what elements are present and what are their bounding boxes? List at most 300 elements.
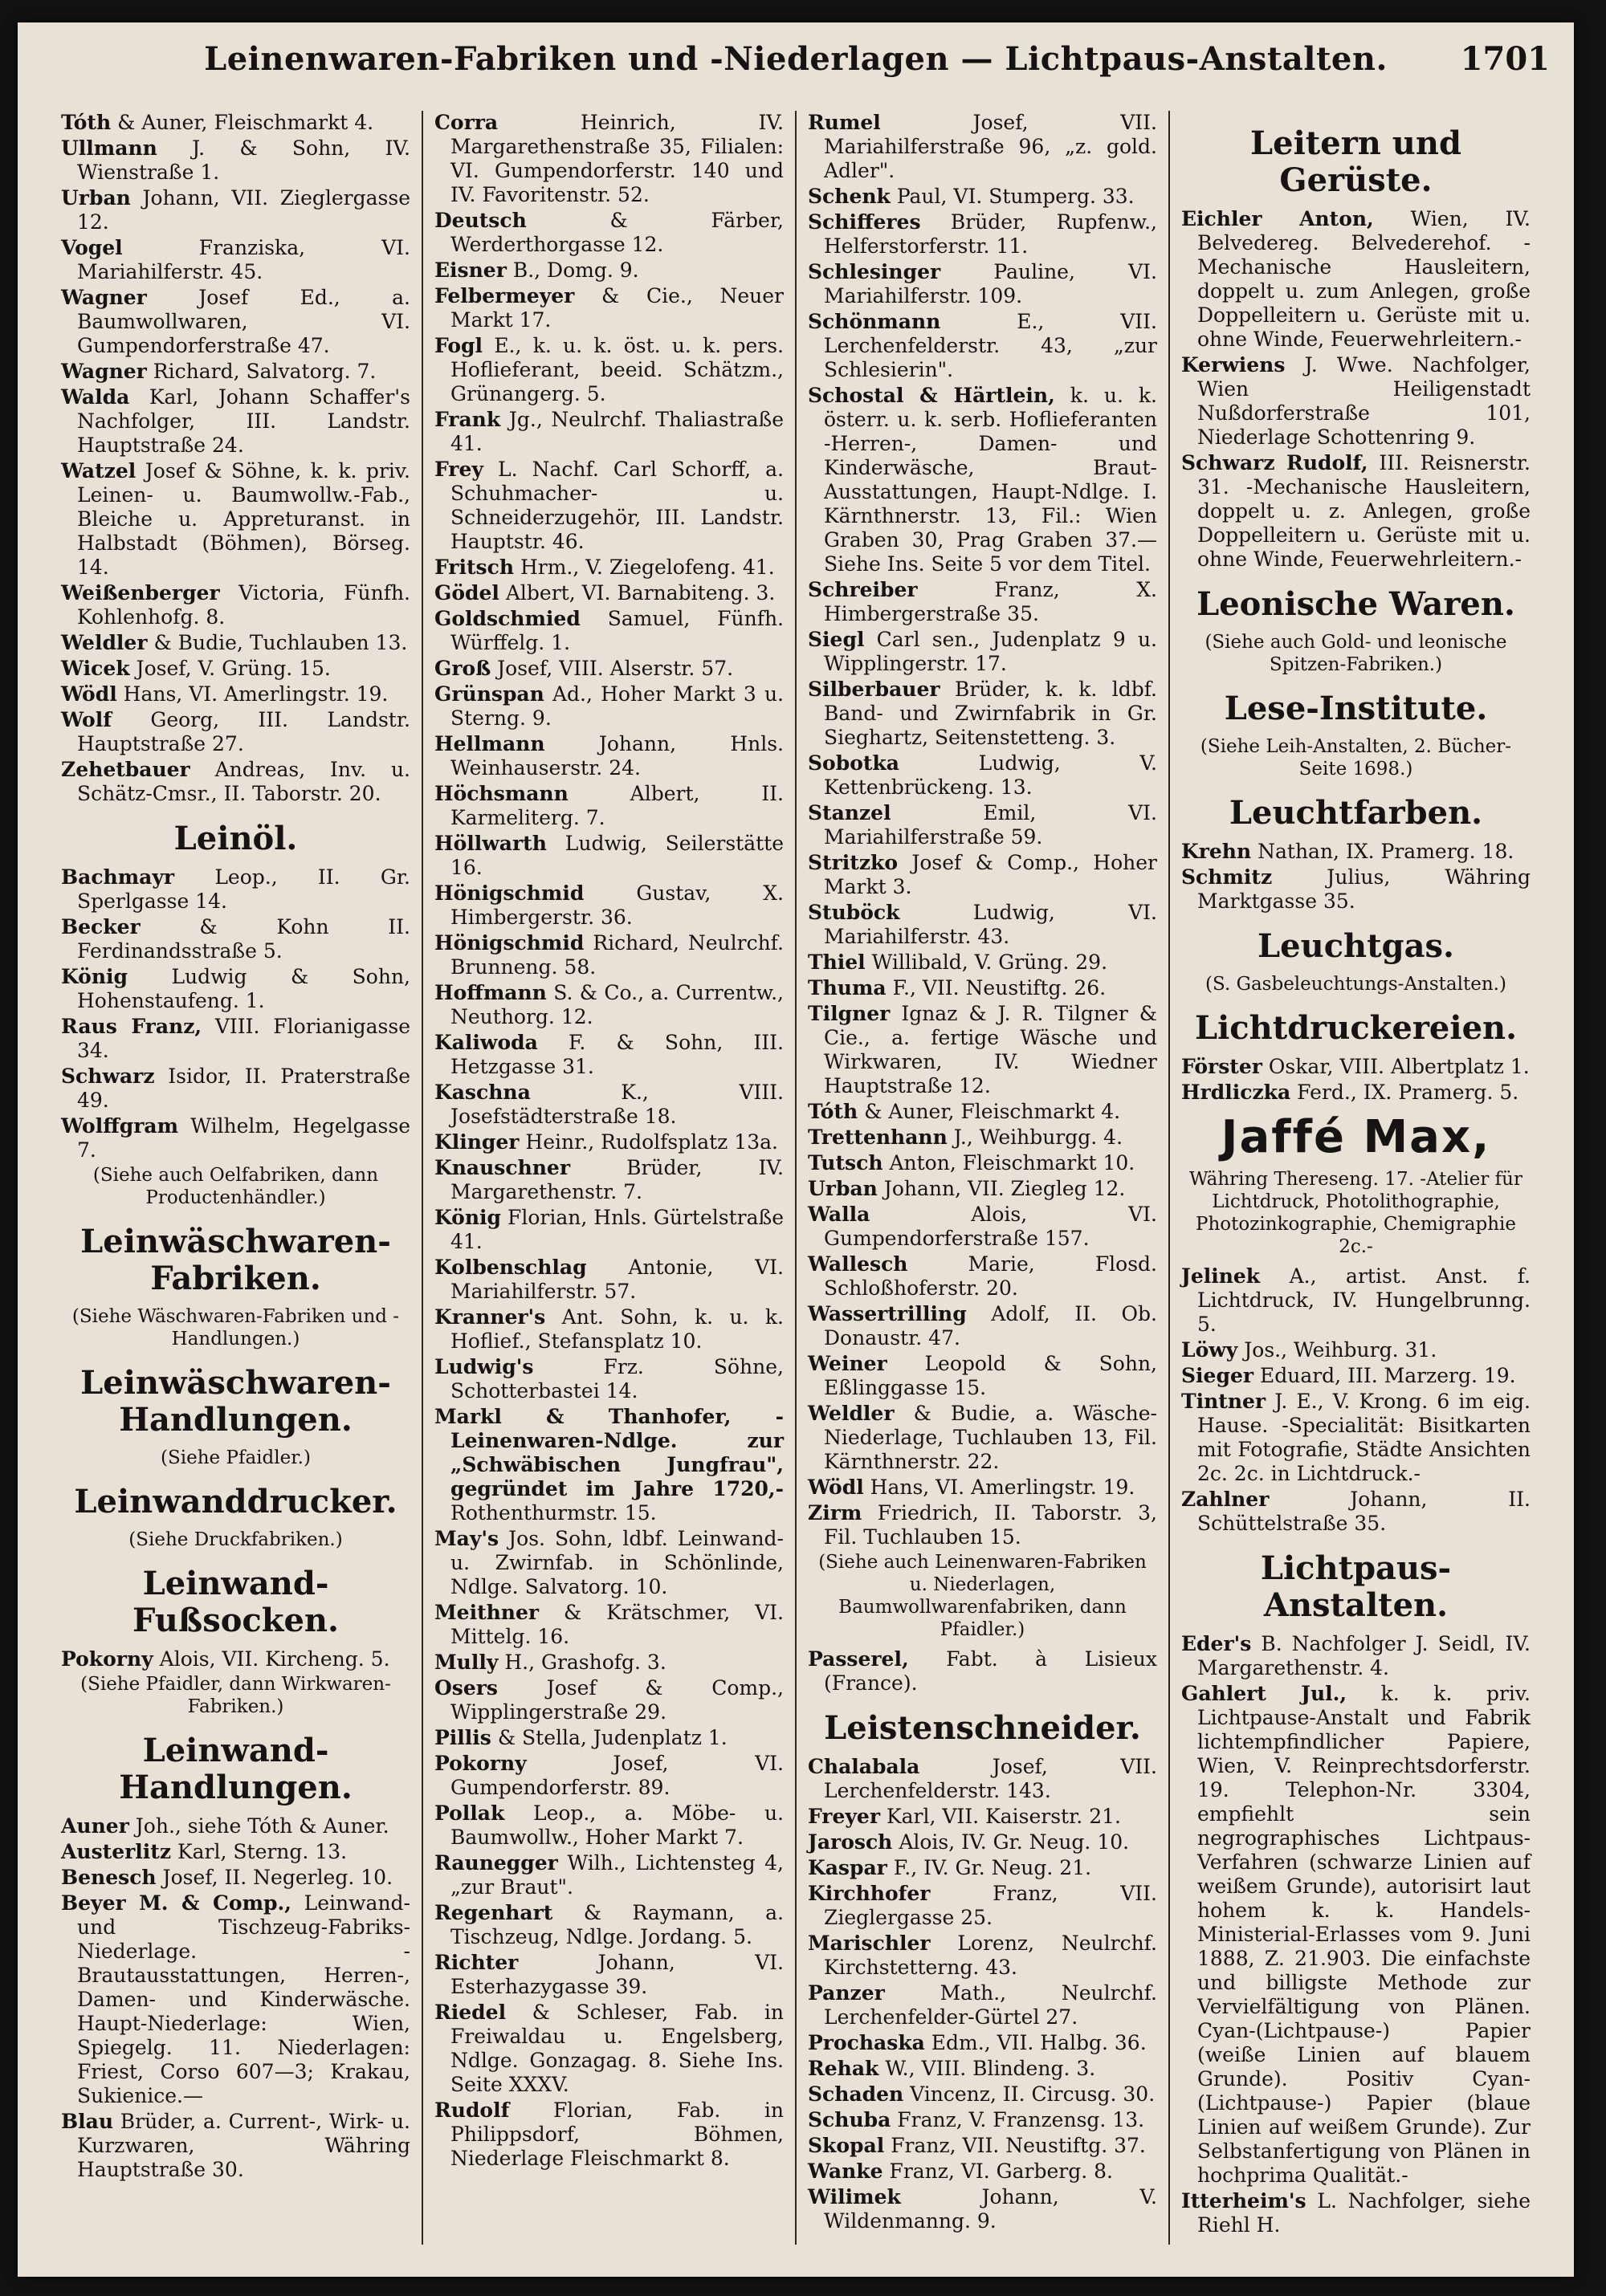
entry-name: Schostal & Härtlein, <box>808 384 1055 407</box>
column-3 <box>797 111 1170 2245</box>
directory-entry <box>434 657 784 681</box>
advert-name: Jaffé Max, <box>1221 1111 1491 1163</box>
directory-entry <box>61 708 410 756</box>
directory-entry <box>808 678 1157 750</box>
entry-name: Regenhart <box>434 1901 553 1924</box>
directory-entry <box>434 1081 784 1129</box>
cross-reference-note: (Siehe Leih-Anstalten, 2. Bücher- Seite 1698.) <box>1200 736 1512 780</box>
entry-details: & Budie, Tuchlauben 13. <box>153 631 408 654</box>
entry-name: Ludwig's <box>434 1355 534 1378</box>
entry-name: Wolffgram <box>61 1114 179 1138</box>
entry-name: Richter <box>434 1951 519 1974</box>
directory-entry <box>808 111 1157 183</box>
entry-name: Eder's <box>1181 1632 1252 1655</box>
entry-details: Heinrich, IV. Margarethenstraße 35, Filialen: VI. Gumpendorferstr. 140 und IV. Favoritenstr. 52. <box>450 111 784 206</box>
entry-name: Walla <box>808 1203 870 1226</box>
directory-entry <box>808 1002 1157 1098</box>
entry-details: Wien, IV. Belvedereg. Belvederehof. -Mechanische Hausleitern, doppelt u. zum Anlegen, große Doppelleitern u. Gerüste mit u. ohne Winde, Feuerwehrleitern.- <box>1197 207 1531 351</box>
directory-page <box>18 22 1574 2277</box>
entry-details: Victoria, Fünfh. Kohlenhofg. 8. <box>77 581 410 629</box>
directory-entry <box>1181 1488 1531 1536</box>
entry-details: Richard, Neulrchf. Brunneng. 58. <box>450 931 784 979</box>
entry-details: L. Nachfolger, siehe Riehl H. <box>1197 2189 1531 2237</box>
entry-details: Julius, Währing Marktgasse 35. <box>1197 865 1531 913</box>
section-heading: Leinwäschwaren-Fabriken. <box>80 1223 391 1297</box>
entry-details: Lorenz, Neulrchf. Kirchstetterng. 43. <box>824 1932 1157 1979</box>
entry-details: B. Nachfolger J. Seidl, IV. Margarethenstr. 4. <box>1197 1632 1531 1679</box>
entry-name: Fritsch <box>434 556 514 579</box>
entry-name: Schaden <box>808 2082 904 2106</box>
cross-reference-note: (Siehe Pfaidler, dann Wirkwaren-Fabriken.) <box>80 1674 391 1717</box>
entry-details: Josef & Comp., Wipplingerstraße 29. <box>450 1676 784 1724</box>
entry-details: J. E., V. Krong. 6 im eig. Hause. -Specialität: Bisitkarten mit Fotografie, Städte Ansichten 2c. 2c. in Lichtdruck.- <box>1197 1390 1531 1485</box>
entry-details: Brüder, k. k. ldbf. Band- und Zwirnfabrik in Gr. Sieghartz, Seitenstetteng. 3. <box>824 678 1158 749</box>
entry-details: A., artist. Anst. f. Lichtdruck, IV. Hungelbrunng. 5. <box>1197 1264 1531 1336</box>
entry-details: Ignaz & J. R. Tilgner & Cie., a. fertige Wäsche und Wirkwaren, IV. Wiedner Hauptstraße 12. <box>824 1002 1157 1097</box>
entry-details: Wilhelm, Hegelgasse 7. <box>77 1114 410 1162</box>
directory-entry <box>1181 1264 1531 1337</box>
directory-entry <box>808 901 1157 949</box>
directory-entry <box>434 881 784 930</box>
section-heading: Leinwand-Handlungen. <box>119 1732 353 1806</box>
entry-details: E., k. u. k. öst. u. k. pers. Hoflieferant, beeid. Schätzm., Grünangerg. 5. <box>450 334 784 405</box>
directory-entry <box>808 1352 1157 1400</box>
directory-entry <box>434 1676 784 1724</box>
directory-entry <box>61 1114 410 1162</box>
entry-name: Kerwiens <box>1181 353 1286 377</box>
column-2 <box>423 111 797 2245</box>
entry-name: Pollak <box>434 1801 505 1825</box>
entry-name: Wanke <box>808 2160 883 2183</box>
directory-entry <box>434 1405 784 1525</box>
entry-details: Georg, III. Landstr. Hauptstraße 27. <box>77 708 410 755</box>
entry-name: Gödel <box>434 581 499 605</box>
entry-details: Karl, VII. Kaiserstr. 21. <box>886 1805 1121 1828</box>
entry-name: Itterheim's <box>1181 2189 1306 2213</box>
entry-details: Johann, VI. Esterhazygasse 39. <box>450 1951 784 1998</box>
directory-entry <box>434 1851 784 1899</box>
entry-name: Markl & Thanhofer, -Leinenwaren-Ndlge. zur „Schwäbischen Jungfrau", gegründet im Jahre 1720,- <box>434 1405 784 1500</box>
entry-name: Riedel <box>434 2001 507 2024</box>
entry-details: W., VIII. Blindeng. 3. <box>885 2057 1096 2080</box>
entry-details: k. u. k. österr. u. k. serb. Hoflieferanten -Herren-, Damen- und Kinderwäsche, Braut-Ausstattungen, Haupt-Ndlge. I. Kärnthnerstr. 13, Fil.: Wien Graben 30, Prag Graben 37.— Siehe Ins. Seite 5 vor dem Titel. <box>824 384 1157 576</box>
entry-name: Kaschna <box>434 1081 531 1104</box>
entry-name: Zahlner <box>1181 1488 1270 1511</box>
columns <box>50 111 1542 2245</box>
entry-name: Wolf <box>61 708 112 731</box>
entry-name: König <box>61 965 128 988</box>
directory-entry <box>434 1752 784 1800</box>
entry-name: Bachmayr <box>61 865 175 889</box>
directory-entry <box>61 915 410 963</box>
directory-entry <box>434 2099 784 2171</box>
entry-details: Ludwig, VI. Mariahilferstr. 43. <box>824 901 1157 948</box>
entry-name: Wicek <box>61 657 130 680</box>
directory-entry <box>434 1901 784 1949</box>
entry-name: Walda <box>61 385 130 409</box>
entry-details: VIII. Florianigasse 34. <box>77 1015 410 1062</box>
entry-details: Leinwand- und Tischzeug-Fabriks-Niederlage. -Brautausstattungen, Herren-, Damen- und Kinderwäsche. Haupt-Niederlage: Wien, Spiegelg. 11. Niederlagen: Friest, Corso 607—3; Krakau, Sukienice.— <box>77 1891 410 2107</box>
entry-details: Karl, Sterng. 13. <box>177 1840 348 1863</box>
directory-entry <box>61 1814 410 1838</box>
directory-entry <box>434 832 784 880</box>
directory-entry <box>808 1932 1157 1980</box>
section-heading: Leonische Waren. <box>1196 585 1515 623</box>
entry-name: Schmitz <box>1181 865 1273 889</box>
entry-details: Florian, Hnls. Gürtelstraße 41. <box>450 1206 784 1253</box>
entry-name: Gahlert Jul., <box>1181 1682 1347 1705</box>
cross-reference-note: (S. Gasbeleuchtungs-Anstalten.) <box>1205 974 1506 995</box>
entry-details: Franz, V. Franzensg. 13. <box>897 2108 1145 2131</box>
entry-details: Ferd., IX. Pramerg. 5. <box>1297 1081 1519 1104</box>
directory-entry <box>808 2185 1157 2233</box>
entry-name: Auner <box>61 1814 129 1838</box>
directory-entry <box>1181 1390 1531 1486</box>
entry-name: Rudolf <box>434 2099 510 2122</box>
directory-entry <box>61 111 410 135</box>
entry-details: Leop., a. Möbe- u. Baumwollw., Hoher Markt 7. <box>450 1801 784 1849</box>
entry-details: Ludwig, Seilerstätte 16. <box>450 832 784 879</box>
directory-entry <box>434 581 784 605</box>
directory-entry <box>434 782 784 830</box>
cross-reference-note: (Siehe auch Leinenwaren-Fabriken u. Niederlagen, Baumwollwarenfabriken, dann Pfaidler.) <box>818 1552 1147 1640</box>
entry-name: Panzer <box>808 1981 885 2005</box>
cross-reference-note: Währing Thereseng. 17. -Atelier für Lichtdruck, Photolithographie, Photozinkographie, Chemigraphie 2c.- <box>1189 1169 1522 1257</box>
entry-name: Beyer M. & Comp., <box>61 1891 291 1915</box>
entry-name: Watzel <box>61 459 137 482</box>
entry-name: Skopal <box>808 2134 885 2157</box>
directory-entry <box>808 260 1157 308</box>
entry-details: Willibald, V. Grüng. 29. <box>871 951 1108 974</box>
entry-details: Franz, VI. Garberg. 8. <box>889 2160 1113 2183</box>
entry-name: Stanzel <box>808 801 891 824</box>
directory-entry <box>434 732 784 780</box>
entry-details: Wilh., Lichtensteg 4, „zur Braut". <box>450 1851 784 1899</box>
entry-details: Josef, II. Negerleg. 10. <box>162 1866 393 1889</box>
entry-name: Thiel <box>808 951 866 974</box>
entry-details: & Raymann, a. Tischzeug, Ndlge. Jordang. 5. <box>450 1901 784 1948</box>
directory-entry <box>434 1527 784 1599</box>
entry-details: Leop., II. Gr. Sperlgasse 14. <box>77 865 410 913</box>
entry-details: H., Grashofg. 3. <box>504 1651 666 1674</box>
entry-name: Jarosch <box>808 1830 893 1854</box>
entry-name: Hrdliczka <box>1181 1081 1291 1104</box>
entry-details: Alois, VI. Gumpendorferstraße 157. <box>824 1203 1158 1250</box>
directory-entry <box>1181 1055 1531 1079</box>
directory-entry <box>1181 353 1531 450</box>
directory-entry <box>808 976 1157 1000</box>
directory-entry <box>808 1402 1157 1474</box>
directory-entry <box>434 1305 784 1354</box>
entry-details: Josef, VII. Lerchenfelderstr. 143. <box>824 1755 1157 1802</box>
entry-name: Zirm <box>808 1501 862 1525</box>
entry-details: & Krätschmer, VI. Mittelg. 16. <box>450 1601 785 1648</box>
directory-entry <box>808 1856 1157 1880</box>
entry-name: Osers <box>434 1676 499 1700</box>
directory-entry <box>808 210 1157 259</box>
entry-name: Passerel, <box>808 1647 909 1671</box>
entry-name: Tutsch <box>808 1151 883 1174</box>
entry-details: Vincenz, II. Circusg. 30. <box>910 2082 1156 2106</box>
entry-name: Grünspan <box>434 682 544 706</box>
entry-details: Hrm., V. Ziegelofeng. 41. <box>520 556 775 579</box>
entry-details: Alois, VII. Kircheng. 5. <box>159 1647 390 1671</box>
directory-entry <box>808 1647 1157 1696</box>
directory-entry <box>434 1031 784 1079</box>
directory-entry <box>1181 865 1531 914</box>
entry-details: Isidor, II. Praterstraße 49. <box>77 1065 410 1112</box>
entry-name: Wödl <box>808 1476 864 1499</box>
directory-entry <box>808 1126 1157 1150</box>
entry-details: Fabt. à Lisieux (France). <box>824 1647 1157 1695</box>
directory-entry <box>434 1206 784 1254</box>
directory-entry <box>61 186 410 234</box>
directory-entry <box>61 965 410 1013</box>
entry-name: Pillis <box>434 1726 491 1749</box>
entry-name: Frey <box>434 458 483 481</box>
entry-details: K., VIII. Josefstädterstraße 18. <box>450 1081 784 1128</box>
entry-details: Johann, VII. Ziegleg 12. <box>883 1177 1126 1200</box>
directory-entry <box>61 865 410 914</box>
entry-details: Samuel, Fünfh. Würffelg. 1. <box>450 607 785 654</box>
section-heading: Leuchtfarben. <box>1229 794 1483 832</box>
directory-entry <box>434 1951 784 1999</box>
entry-details: & Cie., Neuer Markt 17. <box>450 284 784 332</box>
entry-name: Kirchhofer <box>808 1882 931 1905</box>
directory-entry <box>434 209 784 257</box>
entry-name: Chalabala <box>808 1755 920 1778</box>
directory-entry <box>808 1501 1157 1549</box>
entry-name: Kaliwoda <box>434 1031 538 1054</box>
entry-details: Ad., Hoher Markt 3 u. Sterng. 9. <box>450 682 784 730</box>
entry-details: F., IV. Gr. Neug. 21. <box>893 1856 1092 1879</box>
entry-name: Urban <box>61 186 131 210</box>
directory-entry <box>1181 1632 1531 1680</box>
entry-name: Urban <box>808 1177 878 1200</box>
directory-entry <box>808 2082 1157 2107</box>
running-head <box>18 40 1574 96</box>
directory-entry <box>808 1177 1157 1201</box>
directory-entry <box>434 931 784 979</box>
entry-details: Josef & Söhne, k. k. priv. Leinen- u. Baumwollw.-Fab., Bleiche u. Appreturanst. in Halbstadt (Böhmen), Börseg. 14. <box>77 459 410 579</box>
entry-details: k. k. priv. Lichtpause-Anstalt und Fabrik lichtempfindlicher Papiere, Wien, V. Reinprechtsdorferstr. 19. Telephon-Nr. 3304, empfiehlt sein negrographisches Lichtpaus-Verfahren (schwarze Linien auf weißem Grunde), autorisirt laut hohem k. k. Handels-Ministerial-Erlasses vom 9. Juni 1888, Z. 21.903. Die einfachste und billigste Methode zur Vervielfältigung von Plänen. Cyan-(Lichtpause-) Papier (weiße Linien auf blauem Grunde). Positiv Cyan-(Lichtpause-) Papier (blaue Linien auf weißem Grunde). Zur Selbstanfertigung von Plänen in hochprima Qualität.- <box>1197 1682 1531 2187</box>
directory-entry <box>808 2031 1157 2055</box>
entry-details: & Auner, Fleischmarkt 4. <box>864 1100 1121 1123</box>
directory-entry <box>434 981 784 1029</box>
directory-entry <box>808 2160 1157 2184</box>
entry-name: Wagner <box>61 360 147 383</box>
directory-entry <box>808 1203 1157 1251</box>
entry-details: Math., Neulrchf. Lerchenfelder-Gürtel 27. <box>824 1981 1158 2029</box>
directory-entry <box>434 334 784 406</box>
entry-name: Vogel <box>61 236 123 259</box>
entry-details: B., Domg. 9. <box>512 259 639 282</box>
directory-entry <box>61 1065 410 1113</box>
entry-name: Schlesinger <box>808 260 941 283</box>
entry-details: Frz. Söhne, Schotterbastei 14. <box>450 1355 784 1402</box>
directory-entry <box>61 1840 410 1864</box>
directory-entry <box>61 1647 410 1671</box>
entry-details: & Färber, Werderthorgasse 12. <box>450 209 784 256</box>
entry-details: Hans, VI. Amerlingstr. 19. <box>123 682 389 706</box>
entry-details: F., VII. Neustiftg. 26. <box>892 976 1107 999</box>
entry-name: Sobotka <box>808 751 899 775</box>
entry-details: J. Wwe. Nachfolger, Wien Heiligenstadt Nußdorferstraße 101, Niederlage Schottenring 9. <box>1197 353 1531 449</box>
entry-name: Trettenhann <box>808 1126 948 1149</box>
entry-name: Silberbauer <box>808 678 940 701</box>
page-title: Leinenwaren-Fabriken und -Niederlagen — Lichtpaus-Anstalten. <box>204 40 1388 78</box>
cross-reference-note: (Siehe auch Oelfabriken, dann Productenhändler.) <box>92 1165 379 1208</box>
entry-details: S. & Co., a. Currentw., Neuthorg. 12. <box>450 981 784 1028</box>
directory-entry <box>61 682 410 706</box>
entry-details: Franz, X. Himbergerstraße 35. <box>824 578 1157 625</box>
entry-details: Joh., siehe Tóth & Auner. <box>135 1814 389 1838</box>
directory-entry <box>808 1151 1157 1175</box>
directory-entry <box>1181 207 1531 352</box>
entry-details: Ludwig & Sohn, Hohenstaufeng. 1. <box>77 965 410 1012</box>
entry-details: F. & Sohn, III. Hetzgasse 31. <box>450 1031 784 1078</box>
directory-entry <box>434 1355 784 1403</box>
entry-name: Förster <box>1181 1055 1262 1078</box>
entry-name: Wagner <box>61 286 147 309</box>
entry-name: Klinger <box>434 1130 520 1154</box>
entry-details: Richard, Salvatorg. 7. <box>153 360 377 383</box>
entry-details: Albert, II. Karmeliterg. 7. <box>450 782 785 829</box>
entry-details: Albert, VI. Barnabiteng. 3. <box>505 581 776 605</box>
entry-name: Weldler <box>808 1402 895 1425</box>
entry-details: E., VII. Lerchenfelderstr. 43, „zur Schlesierin". <box>824 310 1158 381</box>
section-heading: Leinwäschwaren-Handlungen. <box>80 1364 391 1439</box>
directory-entry <box>61 1015 410 1063</box>
entry-name: Wassertrilling <box>808 1302 967 1325</box>
directory-entry <box>434 1601 784 1649</box>
entry-details: Heinr., Rudolfsplatz 13a. <box>525 1130 778 1154</box>
entry-name: Zehetbauer <box>61 758 190 781</box>
directory-entry <box>434 1801 784 1850</box>
entry-details: & Stella, Judenplatz 1. <box>497 1726 728 1749</box>
entry-details: Johann, VII. Zieglergasse 12. <box>77 186 410 234</box>
entry-name: Weldler <box>61 631 148 654</box>
entry-name: Weiner <box>808 1352 887 1375</box>
entry-details: L. Nachf. Carl Schorff, a. Schuhmacher- u. Schneiderzugehör, III. Landstr. Hauptstr. 46. <box>450 458 784 553</box>
entry-name: Schönmann <box>808 310 941 333</box>
entry-name: Kaspar <box>808 1856 887 1879</box>
entry-details: Carl sen., Judenplatz 9 u. Wipplingerstr. 17. <box>824 628 1157 675</box>
entry-details: Brüder, Rupfenw., Helferstorferstr. 11. <box>824 210 1157 258</box>
section-heading: Lese-Institute. <box>1224 690 1488 727</box>
entry-name: Blau <box>61 2110 114 2133</box>
directory-entry <box>434 607 784 655</box>
entry-details: Emil, VI. Mariahilferstraße 59. <box>824 801 1157 849</box>
entry-name: Wilimek <box>808 2185 901 2208</box>
entry-details: Antonie, VI. Mariahilferstr. 57. <box>450 1256 785 1303</box>
entry-name: Krehn <box>1181 840 1252 863</box>
cross-reference-note: (Siehe Pfaidler.) <box>161 1447 311 1468</box>
column-4 <box>1170 111 1542 2245</box>
entry-name: Höllwarth <box>434 832 547 855</box>
section-heading: Leinwand-Fußsocken. <box>132 1565 339 1639</box>
entry-details: Hans, VI. Amerlingstr. 19. <box>870 1476 1135 1499</box>
cross-reference-note: (Siehe auch Gold- und leonische Spitzen-Fabriken.) <box>1204 632 1507 675</box>
entry-details: Eduard, III. Marzerg. 19. <box>1259 1364 1516 1387</box>
directory-entry <box>434 556 784 580</box>
entry-name: Felbermeyer <box>434 284 575 307</box>
directory-entry <box>808 2134 1157 2158</box>
directory-entry <box>61 459 410 580</box>
entry-details: Marie, Flosd. Schloßhoferstr. 20. <box>824 1252 1157 1300</box>
entry-name: Jelinek <box>1181 1264 1261 1288</box>
directory-entry <box>61 581 410 629</box>
directory-entry <box>808 1302 1157 1350</box>
entry-name: Thuma <box>808 976 887 999</box>
entry-details: Alois, IV. Gr. Neug. 10. <box>899 1830 1130 1854</box>
directory-entry <box>808 384 1157 576</box>
entry-name: Benesch <box>61 1866 157 1889</box>
entry-name: Hönigschmid <box>434 881 585 905</box>
entry-details: J., Weihburgg. 4. <box>953 1126 1123 1149</box>
entry-details: Josef, VII. Mariahilferstraße 96, „z. gold. Adler". <box>824 111 1157 182</box>
entry-name: Wödl <box>61 682 117 706</box>
directory-entry <box>61 657 410 681</box>
entry-name: Tóth <box>808 1100 858 1123</box>
entry-name: Schwarz Rudolf, <box>1181 451 1368 474</box>
directory-entry <box>808 1830 1157 1854</box>
entry-name: Prochaska <box>808 2031 925 2054</box>
directory-entry <box>434 458 784 554</box>
directory-entry <box>434 1726 784 1750</box>
directory-entry <box>61 286 410 358</box>
entry-name: Austerlitz <box>61 1840 172 1863</box>
entry-details: Josef & Comp., Hoher Markt 3. <box>824 851 1157 898</box>
directory-entry <box>808 1981 1157 2029</box>
section-heading: Lichtpaus-Anstalten. <box>1260 1549 1452 1624</box>
directory-entry <box>434 1130 784 1154</box>
entry-name: Schifferes <box>808 210 921 234</box>
entry-name: Marischler <box>808 1932 931 1955</box>
directory-entry <box>808 628 1157 676</box>
directory-entry <box>61 136 410 185</box>
entry-name: Mully <box>434 1651 499 1674</box>
directory-entry <box>61 1891 410 2108</box>
entry-name: Stuböck <box>808 901 900 924</box>
entry-name: König <box>434 1206 502 1229</box>
entry-details: J. & Sohn, IV. Wienstraße 1. <box>77 136 410 184</box>
entry-name: Raus Franz, <box>61 1015 202 1038</box>
entry-name: Eisner <box>434 259 507 282</box>
directory-entry <box>808 1755 1157 1803</box>
directory-entry <box>808 310 1157 382</box>
directory-entry <box>1181 2189 1531 2237</box>
directory-entry <box>61 2110 410 2182</box>
entry-name: May's <box>434 1527 499 1550</box>
entry-name: Schuba <box>808 2108 891 2131</box>
entry-details: Florian, Fab. in Philippsdorf, Böhmen, Niederlage Fleischmarkt 8. <box>450 2099 784 2170</box>
entry-name: Siegl <box>808 628 865 651</box>
entry-name: Hellmann <box>434 732 545 755</box>
entry-details: Johann, Hnls. Weinhauserstr. 24. <box>450 732 784 780</box>
column-1 <box>50 111 423 2245</box>
entry-name: Pokorny <box>434 1752 527 1775</box>
directory-entry <box>434 1256 784 1304</box>
entry-name: Ullmann <box>61 136 157 160</box>
entry-details: Karl, Johann Schaffer's Nachfolger, III. Landstr. Hauptstraße 24. <box>77 385 410 457</box>
cross-reference-note: (Siehe Wäschwaren-Fabriken und -Handlungen.) <box>71 1306 400 1350</box>
entry-details: Johann, V. Wildenmanng. 9. <box>824 2185 1158 2233</box>
directory-entry <box>808 1882 1157 1930</box>
directory-entry <box>1181 840 1531 864</box>
directory-entry <box>61 631 410 655</box>
entry-details: Franz, VII. Zieglergasse 25. <box>824 1882 1157 1929</box>
